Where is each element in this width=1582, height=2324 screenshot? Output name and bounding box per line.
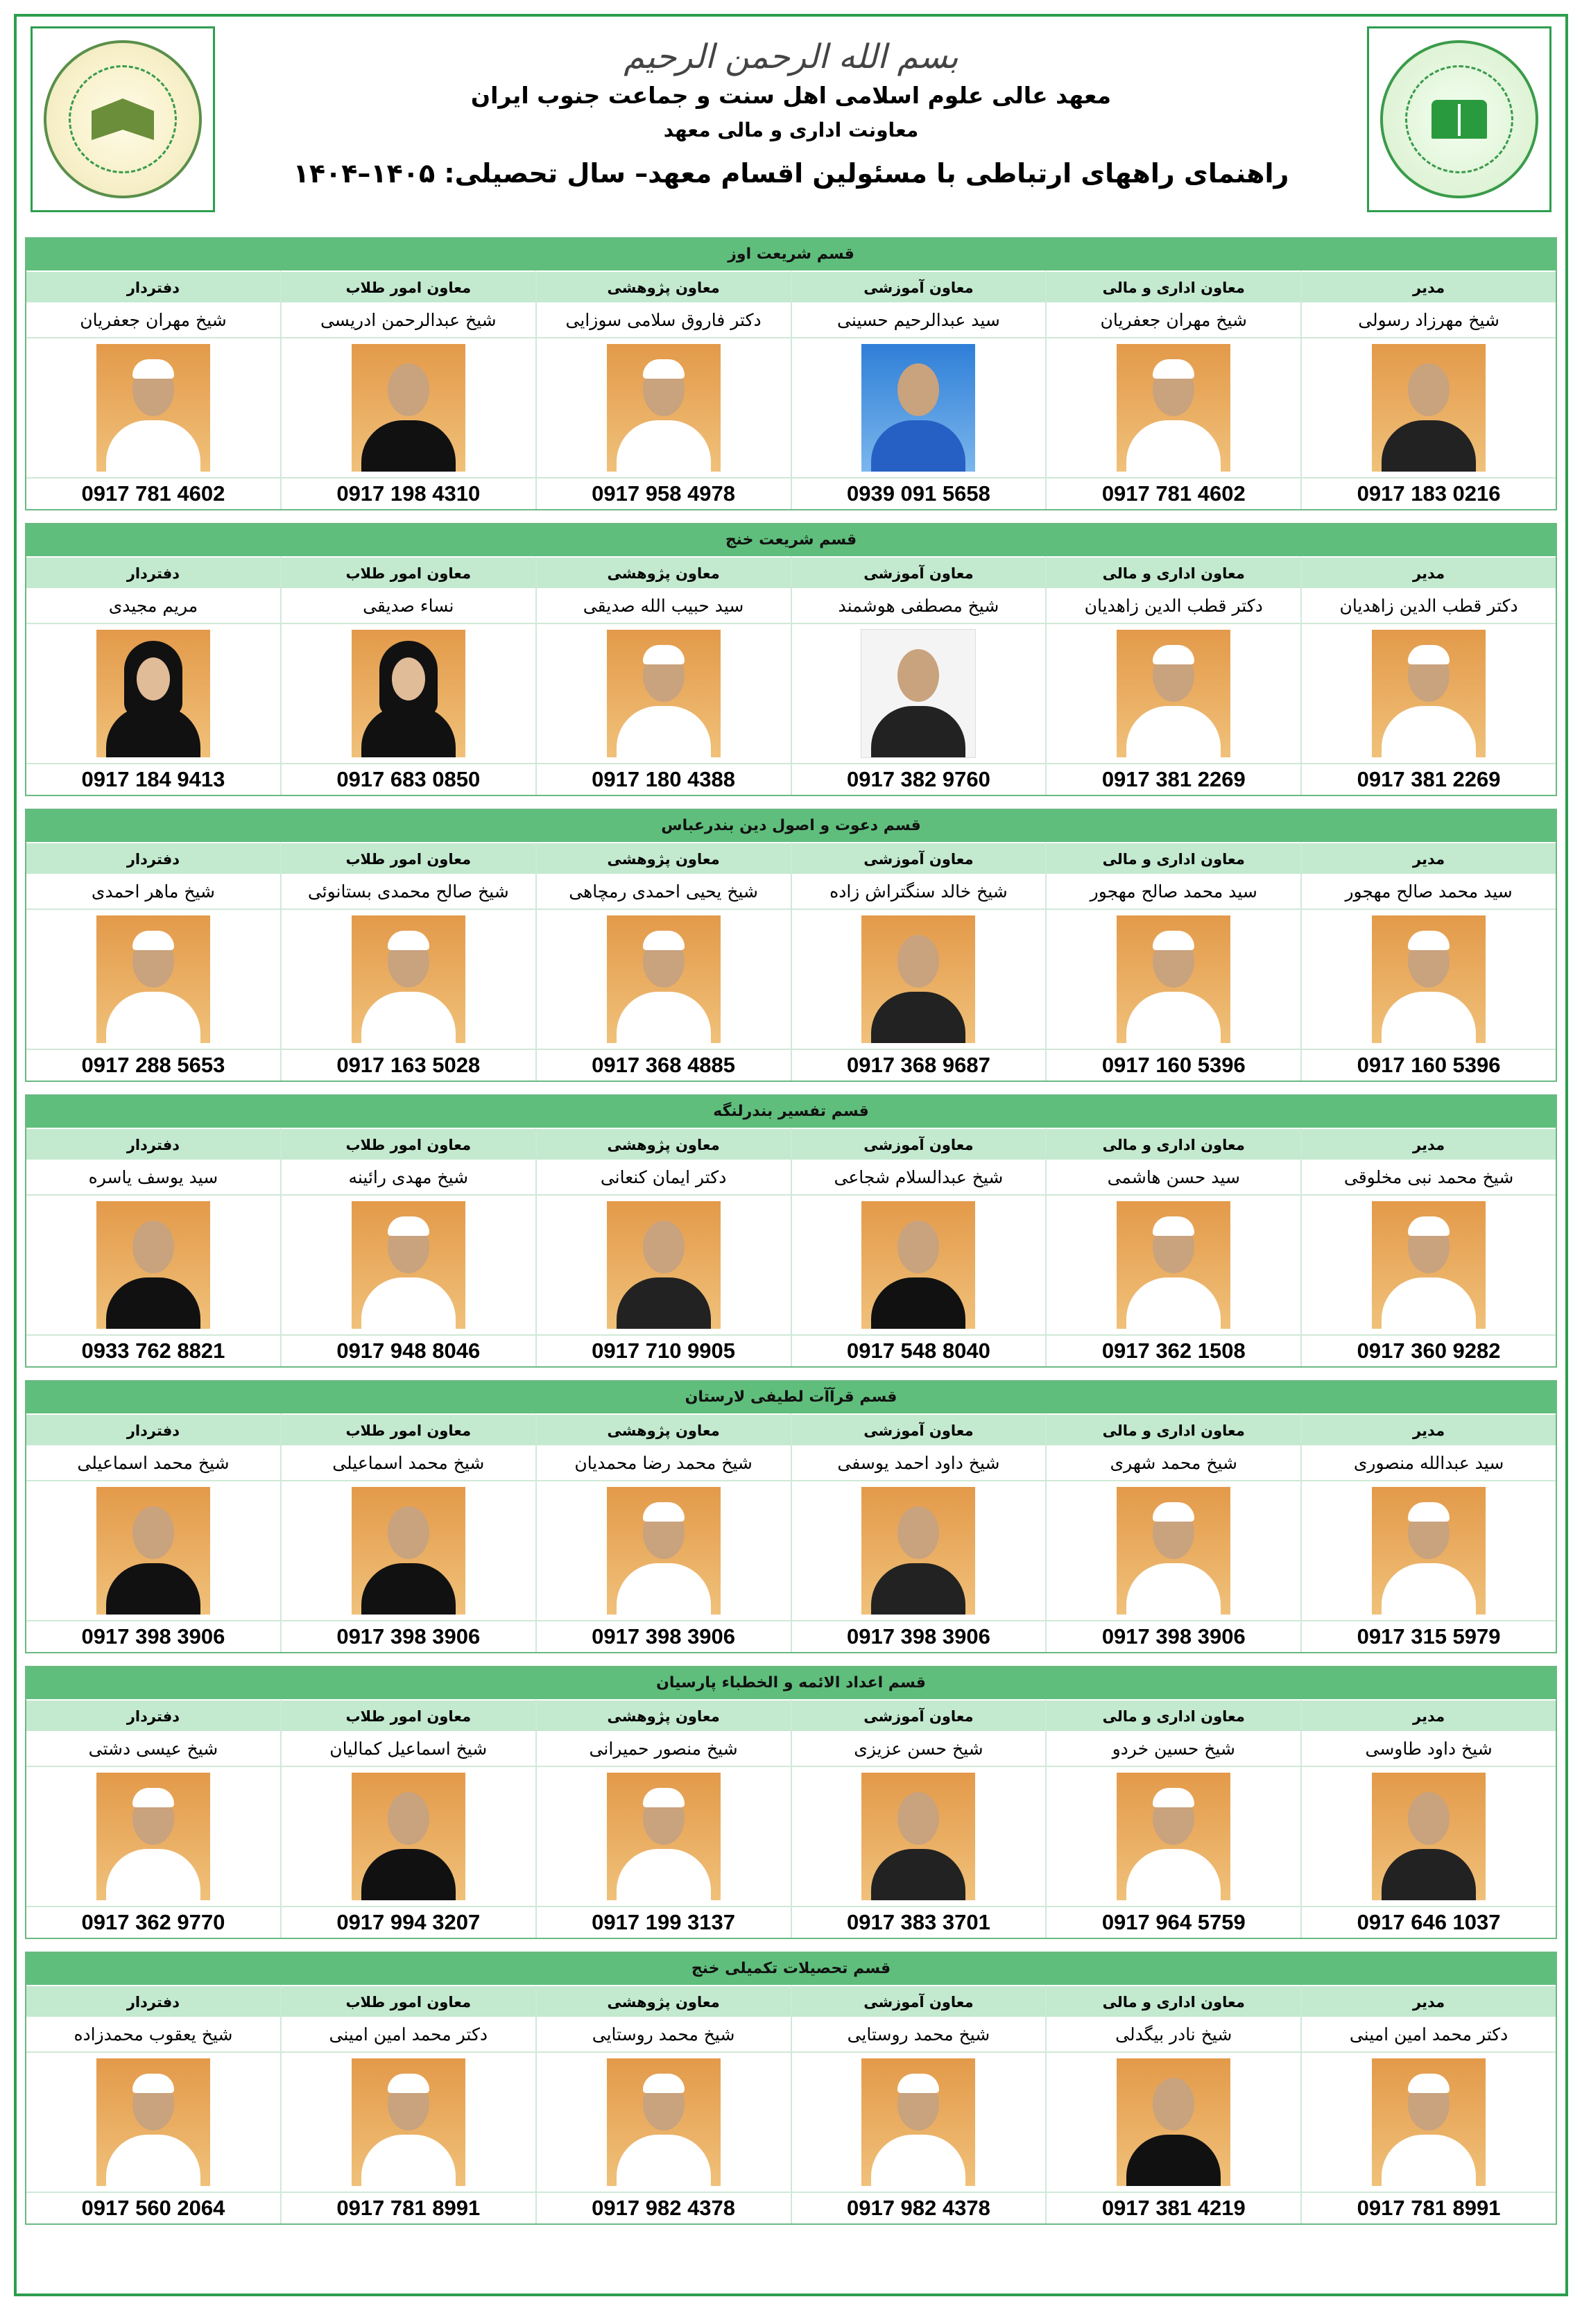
staff-name: شیخ مهران جعفریان (26, 302, 280, 338)
staff-phone: 0917 781 8991 (280, 2193, 535, 2223)
staff-portrait (352, 1773, 465, 1900)
role-label: دفتردار (26, 1985, 280, 2017)
role-label: دفتردار (26, 270, 280, 302)
staff-name: شیخ عیسی دشتی (26, 1731, 280, 1767)
row-roles (26, 270, 1556, 302)
row-phones (26, 1336, 1556, 1366)
photo-cell (535, 1196, 791, 1336)
staff-phone: 0917 781 8991 (1300, 2193, 1556, 2223)
staff-portrait (861, 344, 975, 472)
role-label: مدیر (1300, 1128, 1556, 1160)
photo-cell (26, 910, 280, 1050)
staff-phone: 0917 994 3207 (280, 1907, 535, 1938)
role-label: معاون پژوهشی (535, 1128, 791, 1160)
role-label: معاون پژوهشی (535, 1699, 791, 1731)
staff-portrait (352, 344, 465, 472)
section-title: قسم اعداد الائمه و الخطباء پارسیان (26, 1667, 1556, 1699)
staff-name: سید محمد صالح مهجور (1300, 874, 1556, 910)
staff-portrait (1117, 630, 1230, 757)
header-titles (211, 17, 1371, 189)
institute-logo-left (31, 26, 215, 212)
staff-phone: 0917 398 3906 (280, 1621, 535, 1652)
staff-portrait (1117, 1201, 1230, 1329)
page-title: راهنمای راههای ارتباطی با مسئولین اقسام معهد– سال تحصیلی: ۱۴۰۵–۱۴۰۴ (293, 158, 1289, 189)
staff-name: سید عبدالرحیم حسینی (791, 302, 1046, 338)
role-label: معاون اداری و مالی (1045, 270, 1300, 302)
staff-phone: 0917 180 4388 (535, 764, 791, 795)
staff-phone: 0917 160 5396 (1300, 1050, 1556, 1081)
staff-name: شیخ اسماعیل کمالیان (280, 1731, 535, 1767)
photo-cell (280, 1481, 535, 1621)
staff-phone: 0917 646 1037 (1300, 1907, 1556, 1938)
page-header (17, 17, 1565, 239)
row-names (26, 2017, 1556, 2053)
row-names (26, 1731, 1556, 1767)
staff-name: شیخ داود احمد یوسفی (791, 1445, 1046, 1481)
role-label: معاون امور طلاب (280, 1699, 535, 1731)
staff-portrait (352, 2058, 465, 2186)
photo-cell (280, 1767, 535, 1907)
staff-name: شیخ یعقوب محمدزاده (26, 2017, 280, 2053)
staff-portrait (861, 1201, 975, 1329)
photo-cell (280, 338, 535, 479)
staff-phone: 0917 368 9687 (791, 1050, 1046, 1081)
role-label: مدیر (1300, 270, 1556, 302)
role-label: معاون آموزشی (791, 1985, 1046, 2017)
book-emblem-icon (1380, 40, 1538, 198)
photo-cell (1045, 1767, 1300, 1907)
staff-phone: 0917 160 5396 (1045, 1050, 1300, 1081)
staff-portrait (1372, 915, 1486, 1043)
role-label: معاون آموزشی (791, 270, 1046, 302)
staff-phone: 0917 710 9905 (535, 1336, 791, 1366)
staff-portrait (607, 2058, 721, 2186)
staff-name: شیخ داود طاوسی (1300, 1731, 1556, 1767)
role-label: معاون اداری و مالی (1045, 1699, 1300, 1731)
staff-portrait (1372, 1773, 1486, 1900)
institute-name: معهد عالی علوم اسلامی اهل سنت و جماعت جنوب ایران (470, 82, 1112, 109)
photo-cell (280, 910, 535, 1050)
role-label: مدیر (1300, 1985, 1556, 2017)
staff-phone: 0917 362 9770 (81, 1910, 225, 1934)
role-label: دفتردار (26, 1128, 280, 1160)
role-label: معاون پژوهشی (535, 556, 791, 588)
photo-cell (535, 338, 791, 479)
staff-portrait (1117, 2058, 1230, 2186)
staff-portrait (1372, 2058, 1486, 2186)
staff-name: سید محمد صالح مهجور (1045, 874, 1300, 910)
photo-cell (26, 1767, 280, 1907)
photo-cell (791, 624, 1046, 764)
photo-cell (791, 2053, 1046, 2193)
photo-cell (1045, 910, 1300, 1050)
staff-portrait (352, 1201, 465, 1329)
role-label: مدیر (1300, 1413, 1556, 1445)
photo-cell (1045, 1481, 1300, 1621)
department-section (25, 523, 1557, 796)
section-title: قسم تحصیلات تکمیلی خنج (26, 1953, 1556, 1985)
row-photos (26, 338, 1556, 479)
staff-phone: 0917 198 4310 (280, 479, 535, 509)
department-section (25, 237, 1557, 510)
staff-phone: 0917 948 8046 (280, 1336, 535, 1366)
photo-cell (1045, 338, 1300, 479)
staff-name: شیخ نادر بیگدلی (1045, 2017, 1300, 2053)
staff-phone: 0917 368 4885 (535, 1050, 791, 1081)
staff-name: مریم مجیدی (26, 588, 280, 624)
role-label: معاون آموزشی (791, 1699, 1046, 1731)
photo-cell (535, 2053, 791, 2193)
role-label: معاون اداری و مالی (1045, 842, 1300, 874)
photo-cell (791, 910, 1046, 1050)
staff-phone: 0917 184 9413 (81, 767, 225, 791)
photo-cell (280, 1196, 535, 1336)
staff-name: شیخ محمد اسماعیلی (26, 1445, 280, 1481)
row-roles (26, 556, 1556, 588)
staff-phone: 0917 381 2269 (1045, 764, 1300, 795)
staff-name: سید عبدالله منصوری (1300, 1445, 1556, 1481)
staff-portrait (1372, 1201, 1486, 1329)
staff-portrait (607, 915, 721, 1043)
staff-name: شیخ عبدالسلام شجاعی (791, 1160, 1046, 1196)
role-label: دفتردار (26, 556, 280, 588)
staff-phone: 0917 362 1508 (1045, 1336, 1300, 1366)
staff-portrait (607, 1201, 721, 1329)
staff-name: شیخ ماهر احمدی (26, 874, 280, 910)
role-label: مدیر (1300, 1699, 1556, 1731)
row-names (26, 874, 1556, 910)
photo-cell (26, 2053, 280, 2193)
staff-name: شیخ حسن عزیزی (791, 1731, 1046, 1767)
role-label: معاون اداری و مالی (1045, 1128, 1300, 1160)
staff-phone: 0917 982 4378 (791, 2193, 1046, 2223)
photo-cell (791, 338, 1046, 479)
staff-phone: 0917 382 9760 (791, 764, 1046, 795)
role-label: دفتردار (26, 842, 280, 874)
row-photos (26, 910, 1556, 1050)
staff-name: شیخ حسین خردو (1045, 1731, 1300, 1767)
staff-phone: 0917 781 4602 (1045, 479, 1300, 509)
staff-portrait (1372, 1487, 1486, 1615)
staff-portrait (1117, 344, 1230, 472)
staff-portrait (607, 344, 721, 472)
staff-portrait (1117, 1487, 1230, 1615)
staff-phone: 0939 091 5658 (791, 479, 1046, 509)
directory-page (14, 14, 1568, 2296)
role-label: دفتردار (26, 1413, 280, 1445)
staff-name: شیخ عبدالرحمن ادریسی (280, 302, 535, 338)
staff-name: شیخ محمد شهری (1045, 1445, 1300, 1481)
department-section (25, 1380, 1557, 1653)
row-roles (26, 1985, 1556, 2017)
section-title: قسم شریعت خنج (26, 524, 1556, 556)
photo-cell (1300, 1196, 1556, 1336)
staff-name: سید حبیب الله صدیقی (535, 588, 791, 624)
photo-cell (26, 624, 280, 764)
staff-portrait (607, 630, 721, 757)
role-label: معاون آموزشی (791, 842, 1046, 874)
role-label: معاون آموزشی (791, 1413, 1046, 1445)
staff-portrait (96, 1201, 210, 1329)
staff-phone: 0917 288 5653 (81, 1053, 225, 1077)
staff-portrait (607, 1487, 721, 1615)
staff-portrait (96, 1773, 210, 1900)
row-photos (26, 1767, 1556, 1907)
staff-name: دکتر فاروق سلامی سوزایی (535, 302, 791, 338)
row-roles (26, 842, 1556, 874)
staff-phone: 0917 381 4219 (1045, 2193, 1300, 2223)
role-label: معاون پژوهشی (535, 1413, 791, 1445)
row-roles (26, 1128, 1556, 1160)
row-names (26, 1160, 1556, 1196)
photo-cell (280, 624, 535, 764)
staff-name: شیخ مهران جعفریان (1045, 302, 1300, 338)
department-section (25, 1094, 1557, 1368)
section-title: قسم شریعت اوز (26, 239, 1556, 270)
role-label: معاون امور طلاب (280, 270, 535, 302)
photo-cell (1045, 2053, 1300, 2193)
row-names (26, 1445, 1556, 1481)
role-label: معاون آموزشی (791, 556, 1046, 588)
staff-portrait (861, 2058, 975, 2186)
staff-phone: 0917 398 3906 (791, 1621, 1046, 1652)
staff-portrait (861, 1773, 975, 1900)
staff-name: شیخ یحیی احمدی رمچاهی (535, 874, 791, 910)
department-section (25, 809, 1557, 1082)
staff-phone: 0917 199 3137 (535, 1907, 791, 1938)
section-title: قسم تفسیر بندرلنگه (26, 1096, 1556, 1128)
staff-name: سید یوسف یاسره (26, 1160, 280, 1196)
photo-cell (791, 1767, 1046, 1907)
staff-portrait (1117, 915, 1230, 1043)
role-label: مدیر (1300, 556, 1556, 588)
staff-phone: 0917 548 8040 (791, 1336, 1046, 1366)
photo-cell (535, 1767, 791, 1907)
photo-cell (26, 338, 280, 479)
bismillah-calligraphy: بسم الله الرحمن الرحيم (624, 37, 958, 76)
staff-name: دکتر قطب الدین زاهدیان (1300, 588, 1556, 624)
photo-cell (535, 1481, 791, 1621)
role-label: دفتردار (26, 1699, 280, 1731)
photo-cell (1300, 1481, 1556, 1621)
photo-cell (26, 1481, 280, 1621)
staff-phone: 0917 383 3701 (791, 1907, 1046, 1938)
section-title: قسم دعوت و اصول دین بندرعباس (26, 810, 1556, 842)
staff-phone: 0917 398 3906 (1045, 1621, 1300, 1652)
row-names (26, 588, 1556, 624)
section-title: قسم قرآآت لطیفی لارستان (26, 1382, 1556, 1413)
staff-phone: 0917 398 3906 (535, 1621, 791, 1652)
row-photos (26, 624, 1556, 764)
staff-phone: 0917 982 4378 (535, 2193, 791, 2223)
staff-portrait (96, 1487, 210, 1615)
role-label: معاون پژوهشی (535, 842, 791, 874)
department-section (25, 1952, 1557, 2225)
staff-phone: 0917 958 4978 (535, 479, 791, 509)
role-label: معاون اداری و مالی (1045, 1413, 1300, 1445)
staff-phone: 0917 315 5979 (1300, 1621, 1556, 1652)
staff-phone: 0917 183 0216 (1300, 479, 1556, 509)
photo-cell (1045, 624, 1300, 764)
deputy-office: معاونت اداری و مالی معهد (663, 119, 919, 141)
staff-portrait (861, 629, 976, 758)
role-label: معاون اداری و مالی (1045, 1985, 1300, 2017)
staff-portrait (352, 915, 465, 1043)
staff-portrait (1372, 630, 1486, 757)
photo-cell (791, 1481, 1046, 1621)
role-label: معاون آموزشی (791, 1128, 1046, 1160)
staff-phone: 0917 163 5028 (280, 1050, 535, 1081)
institute-logo-right (1367, 26, 1551, 212)
photo-cell (791, 1196, 1046, 1336)
staff-name: شیخ مهدی رائینه (280, 1160, 535, 1196)
role-label: معاون امور طلاب (280, 1413, 535, 1445)
role-label: معاون امور طلاب (280, 1128, 535, 1160)
row-phones (26, 1621, 1556, 1652)
staff-portrait (1372, 344, 1486, 472)
staff-portrait (607, 1773, 721, 1900)
row-phones (26, 479, 1556, 509)
staff-portrait (96, 630, 210, 757)
staff-phone: 0917 360 9282 (1300, 1336, 1556, 1366)
staff-name: نساء صدیقی (280, 588, 535, 624)
quran-emblem-icon (44, 40, 202, 198)
row-roles (26, 1699, 1556, 1731)
staff-name: سید حسن هاشمی (1045, 1160, 1300, 1196)
role-label: معاون پژوهشی (535, 270, 791, 302)
staff-name: شیخ محمد رضا محمدیان (535, 1445, 791, 1481)
staff-name: شیخ خالد سنگتراش زاده (791, 874, 1046, 910)
photo-cell (1045, 1196, 1300, 1336)
photo-cell (26, 1196, 280, 1336)
department-section (25, 1666, 1557, 1939)
row-phones (26, 1907, 1556, 1938)
staff-portrait (96, 2058, 210, 2186)
role-label: معاون پژوهشی (535, 1985, 791, 2017)
role-label: مدیر (1300, 842, 1556, 874)
row-photos (26, 1481, 1556, 1621)
staff-portrait (1117, 1773, 1230, 1900)
staff-name: شیخ صالح محمدی بستانوئی (280, 874, 535, 910)
staff-portrait (352, 630, 465, 757)
staff-phone: 0933 762 8821 (81, 1339, 225, 1363)
staff-portrait (352, 1487, 465, 1615)
photo-cell (280, 2053, 535, 2193)
photo-cell (1300, 2053, 1556, 2193)
staff-name: شیخ مهرزاد رسولی (1300, 302, 1556, 338)
photo-cell (1300, 624, 1556, 764)
staff-phone: 0917 964 5759 (1045, 1907, 1300, 1938)
staff-name: شیخ محمد روستایی (535, 2017, 791, 2053)
photo-cell (535, 624, 791, 764)
staff-phone: 0917 398 3906 (81, 1624, 225, 1649)
staff-name: شیخ منصور حمیرانی (535, 1731, 791, 1767)
staff-phone: 0917 381 2269 (1300, 764, 1556, 795)
staff-portrait (861, 1487, 975, 1615)
staff-name: دکتر محمد امین امینی (1300, 2017, 1556, 2053)
staff-portrait (96, 915, 210, 1043)
staff-phone: 0917 560 2064 (81, 2196, 225, 2220)
photo-cell (1300, 1767, 1556, 1907)
staff-name: شیخ محمد اسماعیلی (280, 1445, 535, 1481)
staff-phone: 0917 683 0850 (280, 764, 535, 795)
staff-portrait (861, 915, 975, 1043)
photo-cell (1300, 910, 1556, 1050)
staff-portrait (96, 344, 210, 472)
role-label: معاون امور طلاب (280, 842, 535, 874)
row-photos (26, 1196, 1556, 1336)
row-phones (26, 1050, 1556, 1081)
row-photos (26, 2053, 1556, 2193)
role-label: معاون امور طلاب (280, 1985, 535, 2017)
staff-name: دکتر محمد امین امینی (280, 2017, 535, 2053)
role-label: معاون اداری و مالی (1045, 556, 1300, 588)
staff-phone: 0917 781 4602 (81, 481, 225, 506)
row-roles (26, 1413, 1556, 1445)
staff-name: دکتر ایمان کنعانی (535, 1160, 791, 1196)
row-names (26, 302, 1556, 338)
staff-name: دکتر قطب الدین زاهدیان (1045, 588, 1300, 624)
staff-name: شیخ محمد روستایی (791, 2017, 1046, 2053)
photo-cell (1300, 338, 1556, 479)
row-phones (26, 764, 1556, 795)
photo-cell (535, 910, 791, 1050)
row-phones (26, 2193, 1556, 2223)
staff-name: شیخ مصطفی هوشمند (791, 588, 1046, 624)
staff-name: شیخ محمد نبی مخلوقی (1300, 1160, 1556, 1196)
role-label: معاون امور طلاب (280, 556, 535, 588)
sections-container (25, 237, 1557, 2237)
